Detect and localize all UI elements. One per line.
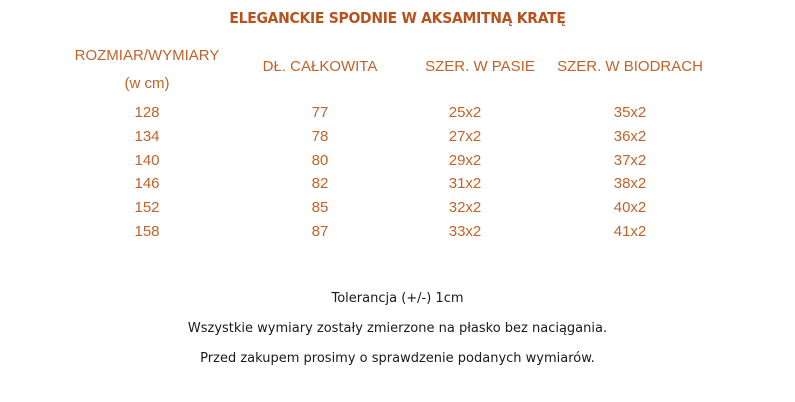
header-size-line1: ROZMIAR/WYMIARY (74, 47, 220, 64)
cell-waist: 32x2 (448, 199, 482, 217)
cell-hips: 37x2 (613, 151, 647, 169)
cell-hips: 41x2 (613, 222, 647, 240)
header-hips: SZER. W BIODRACH (557, 58, 703, 75)
tolerance-note: Tolerancja (+/-) 1cm (331, 291, 464, 306)
cell-waist: 27x2 (448, 127, 482, 145)
cell-length: 77 (311, 104, 329, 121)
check-note: Przed zakupem prosimy o sprawdzenie podanych wymiarów. (200, 351, 595, 366)
cell-size: 158 (134, 222, 160, 240)
cell-size: 146 (134, 175, 160, 193)
cell-hips: 35x2 (613, 104, 647, 121)
table-row (0, 198, 795, 222)
cell-length: 85 (311, 199, 329, 217)
header-size (62, 42, 232, 98)
header-size-line2: (w cm) (124, 75, 170, 92)
table-row (0, 151, 795, 175)
header-waist: SZER. W PASIE (425, 58, 535, 75)
table-row (0, 103, 795, 127)
cell-size: 128 (134, 104, 160, 121)
cell-length: 82 (311, 175, 329, 193)
cell-hips: 38x2 (613, 175, 647, 193)
cell-size: 152 (134, 199, 160, 217)
cell-size: 134 (134, 127, 160, 145)
cell-waist: 33x2 (448, 222, 482, 240)
cell-size: 140 (134, 151, 160, 169)
cell-length: 78 (311, 127, 329, 145)
cell-waist: 31x2 (448, 175, 482, 193)
cell-hips: 36x2 (613, 127, 647, 145)
size-table (0, 103, 795, 246)
cell-hips: 40x2 (613, 199, 647, 217)
cell-waist: 29x2 (448, 151, 482, 169)
cell-length: 80 (311, 151, 329, 169)
table-row (0, 222, 795, 246)
measurement-note: Wszystkie wymiary zostały zmierzone na płasko bez naciągania. (187, 321, 608, 336)
cell-length: 87 (311, 222, 329, 240)
table-row (0, 174, 795, 198)
table-row (0, 127, 795, 151)
page-title: ELEGANCKIE SPODNIE W AKSAMITNĄ KRATĘ (229, 9, 566, 27)
header-length: DŁ. CAŁKOWITA (262, 58, 378, 75)
cell-waist: 25x2 (448, 104, 482, 121)
